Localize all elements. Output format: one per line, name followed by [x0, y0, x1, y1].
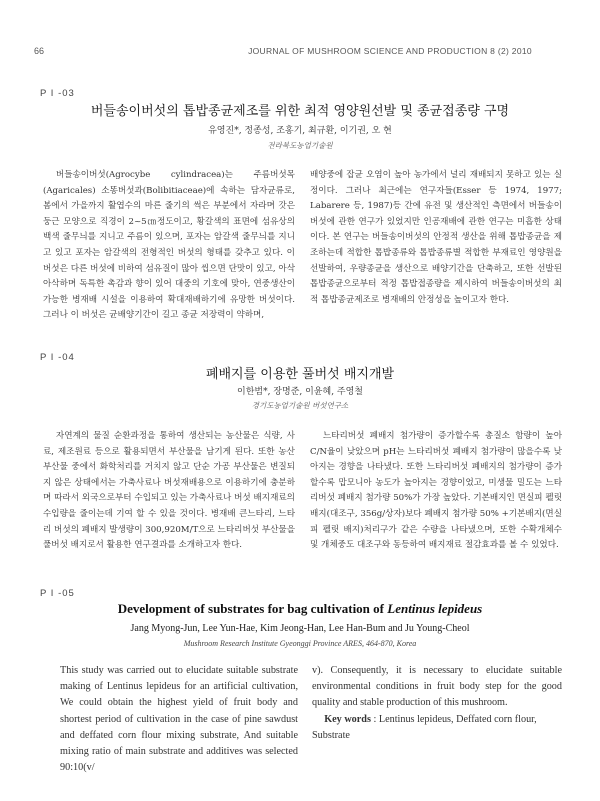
body-paragraph: 자연계의 물질 순환과정을 통하여 생산되는 농산물은 식량, 사료, 제조원료 등으로 활용되면서 부산물을 남기게 된다. 또한 농산 부산물 중에서 화학처리를 거치지 않고 단순 가공 부산물은 변질되지 않은 상태에서는 가축사료나 버섯재배용으로 이용하기에 충분하며 따라서 외국으로부터 수입되고 있는 가축사료나 버섯 배지재료의 수입량을 줄이는데 기여 할 수 있을 것이다. 병재배 큰느타리, 느타리 버섯의 폐배지 발생량이 300,920M/T으로 느타리버섯 부산물을 풀버섯 배지로서 활용한 연구결과를 소개하고자 한다. [43, 431, 295, 551]
keywords-label: Key words [324, 713, 371, 725]
keywords-separator: : [370, 713, 379, 725]
section-affiliation-pi-05: Mushroom Research Institute Gyeonggi Province ARES, 464-870, Korea [183, 639, 417, 648]
title-main-text: Development of substrates for bag cultivation of [117, 601, 388, 616]
section-body-left-pi-04 [43, 429, 295, 554]
section-authors-pi-04: 이한범*, 장명준, 이윤혜, 주영철 [237, 387, 363, 397]
section-authors-pi-05: Jang Myong-Jun, Lee Yun-Hae, Kim Jeong-Han, Lee Han-Bum and Ju Young-Cheol [130, 623, 470, 634]
body-paragraph: 느타리버섯 폐배지 첨가량이 증가할수록 총질소 함량이 높아 C/N율이 낮았으며 pH는 느타리버섯 폐배지 첨가량이 많을수록 낮아지는 경향을 나타냈다. 또한 느타리버섯 폐배지의 첨가량이 증가할수록 맙모니아 농도가 높아지는 경향이었고, 미생물 밀도는 느타리버섯 폐배지 첨가량 50%가 가장 높았다. 기본배지인 면실피 펠릿 배지(대조구, 356g/상자)보다 폐배지 첨가량 50% +기본배지(면실피 펠릿 배지)처리구가 같은 수량을 나타냈으며, 또한 수확개체수 및 개체중도 대조구와 동등하여 배지재료 절감효과를 볼 수 있었다. [310, 431, 562, 551]
section-title-pi-05 [40, 601, 560, 617]
title-species-name: Lentinus lepideus [387, 601, 483, 616]
page-number: 66 [34, 46, 45, 56]
keywords-text: Lentinus lepideus, Deffated corn flour, Substrate [312, 713, 537, 741]
section-body-left-pi-03 [43, 168, 295, 324]
section-label-pi-05: P I -05 [40, 588, 75, 599]
section-body-left-pi-05 [60, 663, 298, 776]
journal-running-head: JOURNAL OF MUSHROOM SCIENCE AND PRODUCTION 8 (2) 2010 [248, 46, 532, 56]
section-title-pi-04: 폐배지를 이용한 풀버섯 배지개발 [205, 367, 395, 382]
section-body-right-pi-04 [310, 429, 562, 554]
keywords-line [312, 712, 562, 744]
section-body-right-pi-05 [312, 663, 562, 744]
body-paragraph: 버들송이버섯(Agrocybe cylindracea)는 주름버섯목(Agaricales) 소똥버섯과(Bolibitiaceae)에 속하는 담자균류로, 봄에서 가을까지 활엽수의 마른 줄기의 썩은 부분에서 자라며 갓은 둥근 모양으로 직경이 2~5㎝정도이고, 황갈색의 표면에 섬유상의 백색 줄무늬를 지니고 주름이 있으며, 포자는 암갈색 줄무늬를 지니고 있고 포자는 암갈색의 전형적인 버섯의 형태를 갖추고 있다. 이 버섯은 다른 버섯에 비하여 섬유질이 많아 씹으면 단맛이 있고, 아삭아삭하며 독특한 촉감과 향이 있어 대중의 기호에 맞아, 연중생산이 가능한 병재배 시설을 이용하여 확대재배하기에 유망한 버섯이다. 그러나 이 버섯은 균배양기간이 길고 종균 저장력이 약하며, [43, 170, 295, 321]
abstract-paragraph: v). Consequently, it is necessary to elucidate suitable environmental conditions in fruit body step for the good quality and stable production of this mushroom. [312, 665, 562, 709]
section-label-pi-03: P I -03 [40, 88, 75, 99]
section-label-pi-04: P I -04 [40, 352, 75, 363]
abstract-paragraph: This study was carried out to elucidate suitable substrate making of Lentinus lepideus for an artificial cultivation, We could obtain the highest yield of fruit body and shortest period of cultivation in the case of pine sawdust and deffated corn flour mixing substrate, And suitable mixing ratio of main substrate and additives was selected 90:10(v/ [60, 665, 298, 774]
section-body-right-pi-03 [310, 168, 562, 308]
section-affiliation-pi-04: 경기도농업기술원 버섯연구소 [251, 401, 349, 410]
section-authors-pi-03: 유영진*, 정종성, 조홍기, 최규환, 이기권, 오 현 [208, 126, 392, 136]
body-paragraph: 배양중에 잡균 오염이 높아 농가에서 널리 재배되지 못하고 있는 실정이다. 그러나 최근에는 연구자들(Esser 등 1974, 1977; Labarere 등, 1987)등 간에 유전 및 생산적인 측면에서 버들송이버섯에 관한 연구가 있었지만 인공재배에 관한 연구는 미흡한 상태이다. 본 연구는 버들송이버섯의 안정적 생산을 위해 톱밥종균을 제조하는데 적합한 톱밥종류와 톱밥종류별 적합한 부재료인 영양원을 선발하여, 우량종균을 생산으로 배양기간을 단축하고, 또한 선발된 톱밥종균으로부터 적정 톱밥접종량을 제시하여 버들송이버섯의 최적 톱밥종균제조로 병재배의 안정성을 높이고자 한다. [310, 170, 562, 305]
section-title-pi-03: 버들송이버섯의 톱밥종균제조를 위한 최적 영양원선발 및 종균접종량 구명 [90, 104, 510, 119]
section-affiliation-pi-03: 전라북도농업기술원 [267, 141, 333, 150]
